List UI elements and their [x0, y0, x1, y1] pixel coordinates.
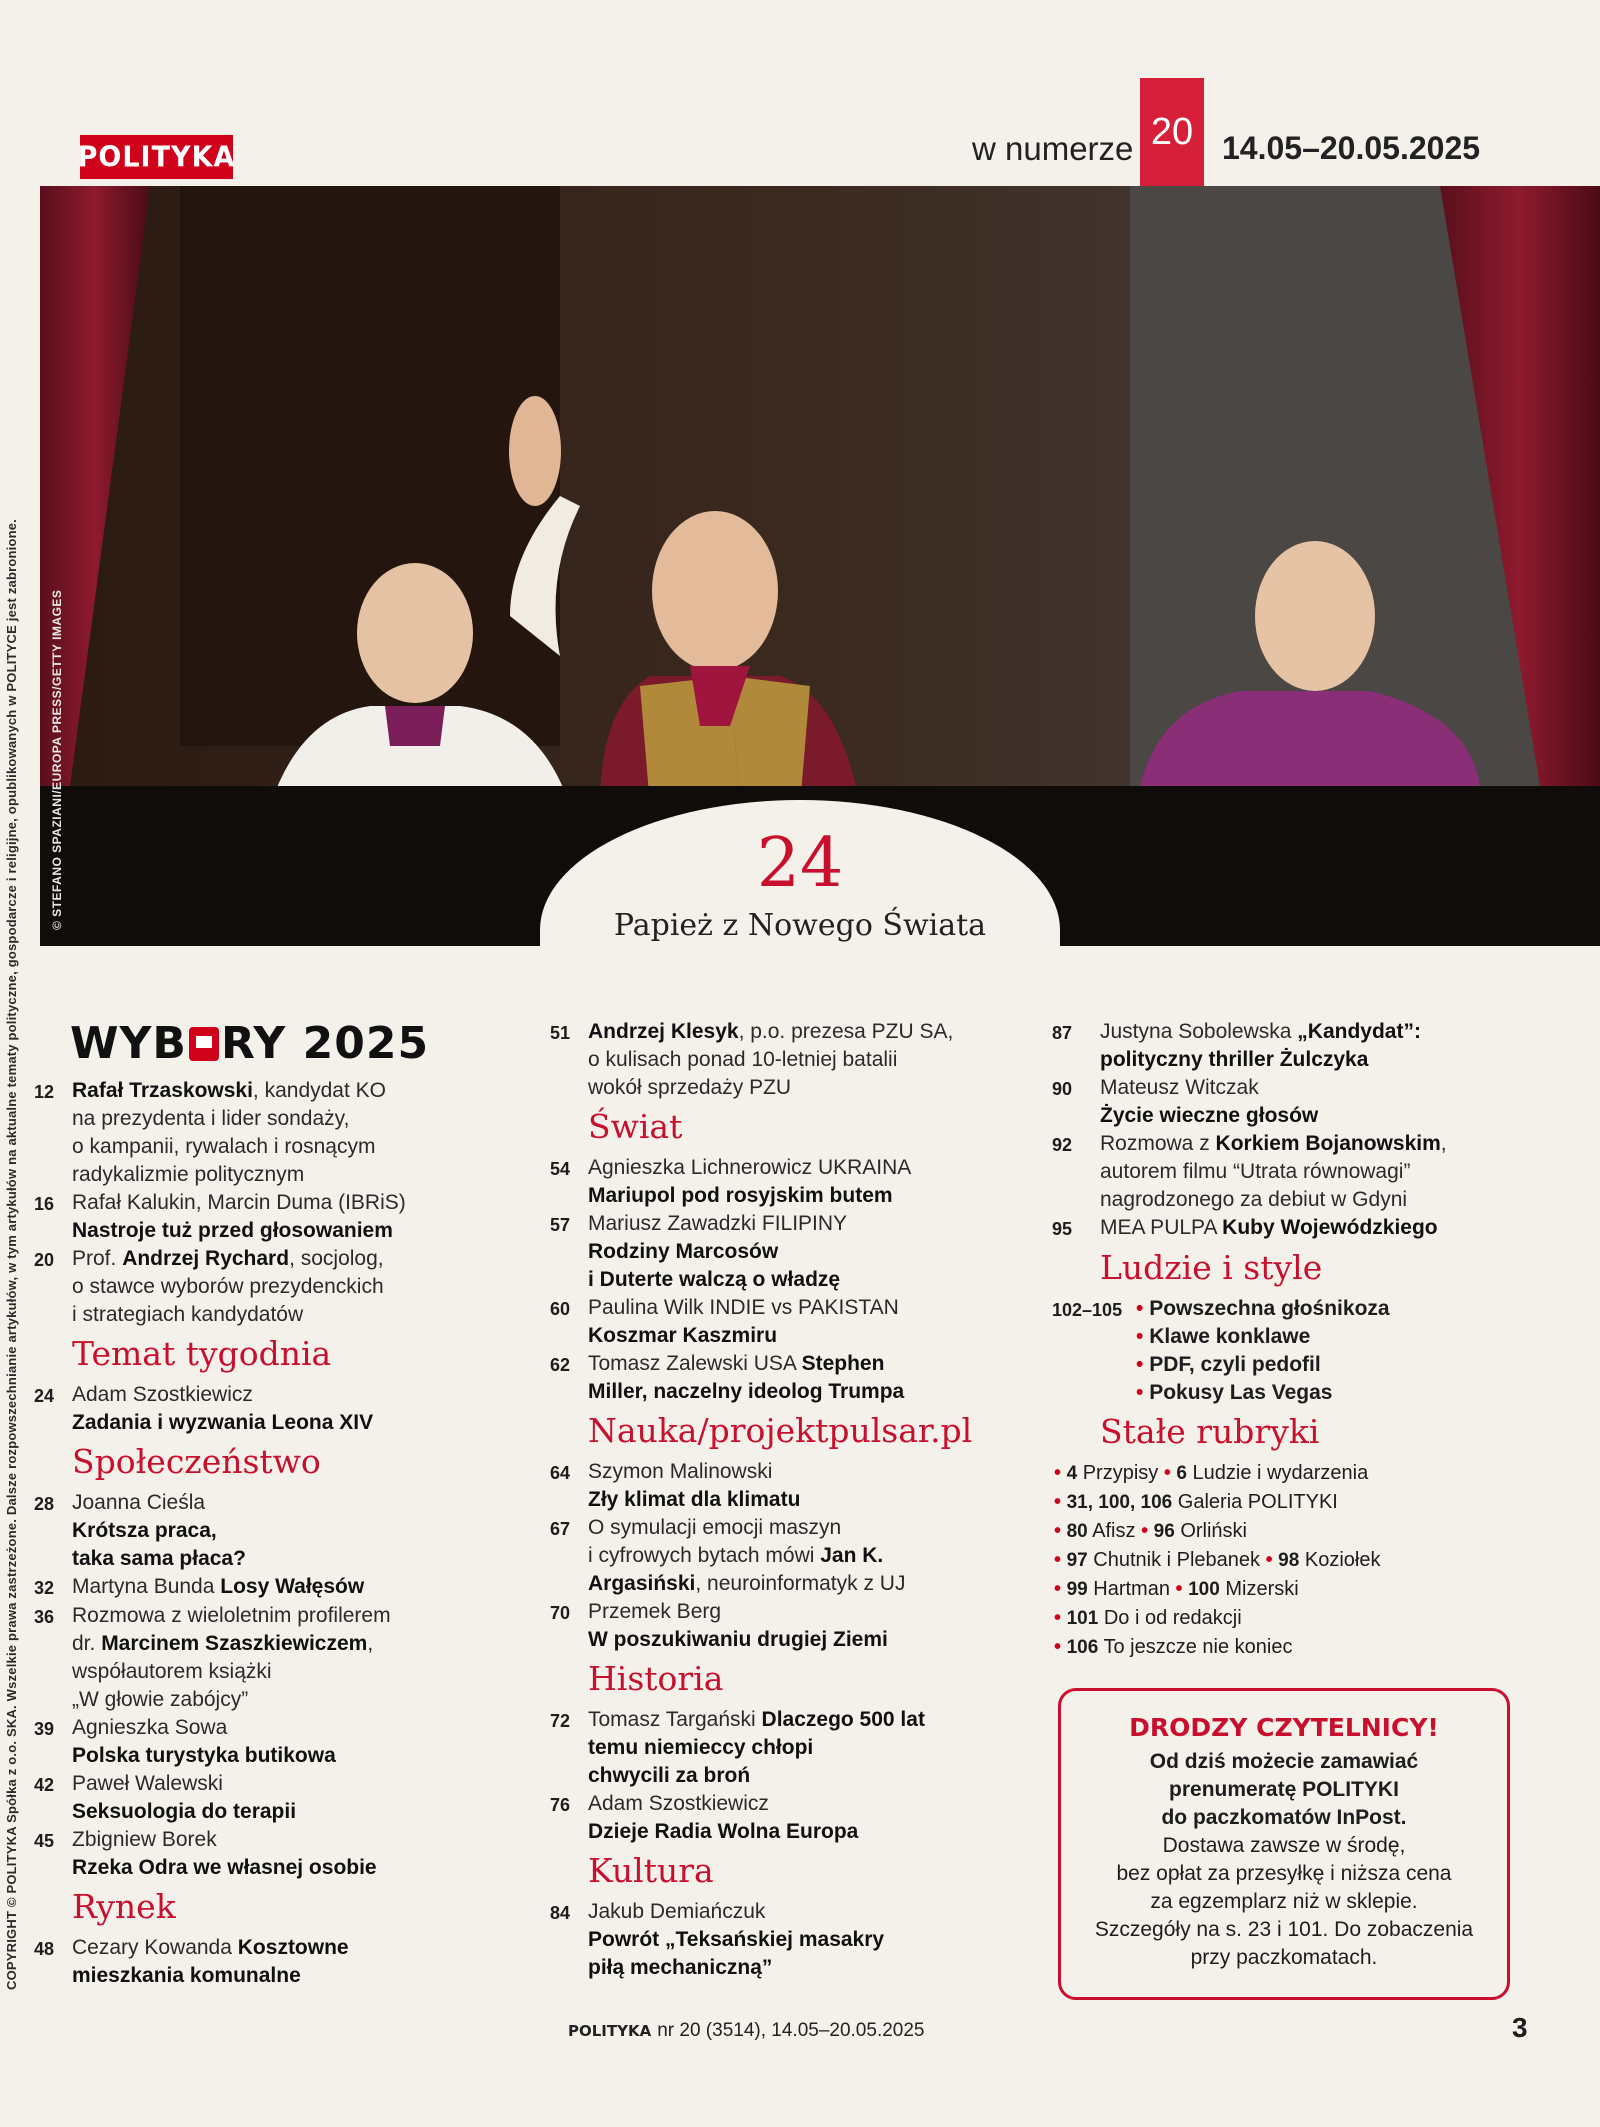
page-number: 12 [34, 1082, 55, 1102]
entry-title: Nastroje tuż przed głosowaniem [72, 1219, 393, 1242]
entry-title: „Kandydat”: polityczny thriller Żulczyka [1100, 1020, 1421, 1071]
rubric-name: Mizerski [1225, 1577, 1299, 1600]
page-number: 54 [550, 1158, 571, 1179]
entry-bold: Jan K. Argasiński [588, 1543, 884, 1595]
footer-logo: POLITYKA [568, 2022, 652, 2040]
entry-author: Tomasz Targański [588, 1707, 762, 1731]
toc-entry-87[interactable] [1052, 1018, 1572, 1074]
rubric-name: Orliński [1180, 1519, 1247, 1542]
toc-entry-67[interactable] [550, 1514, 1050, 1598]
entry-author: Mateusz Witczak [1100, 1076, 1259, 1099]
subscription-notice-box [1058, 1688, 1510, 2000]
toc-entry-76[interactable] [550, 1790, 1050, 1846]
photo-credit: © STEFANO SPAZIANI/EUROPA PRESS/GETTY IMAGES [50, 589, 64, 930]
style-item[interactable] [1136, 1351, 1390, 1379]
entry-title: Stephen Miller, naczelny ideolog Trumpa [588, 1351, 905, 1403]
toc-entry-102-105[interactable] [1052, 1295, 1572, 1407]
toc-entry-24[interactable] [34, 1381, 554, 1437]
page-number: 72 [550, 1710, 571, 1731]
page-range: 102–105 [1052, 1299, 1123, 1320]
section-kultura: Kultura [588, 1850, 714, 1890]
rubric-name: Koziołek [1304, 1548, 1381, 1571]
page-number: 32 [34, 1577, 55, 1598]
entry-author: Jakub Demiańczuk [588, 1899, 766, 1923]
regular-row[interactable] [1052, 1459, 1572, 1488]
entry-title: Polska turystyka butikowa [72, 1743, 336, 1767]
ballot-icon [189, 1027, 219, 1061]
page-number: 60 [550, 1298, 571, 1319]
entry-author: Adam Szostkiewicz [588, 1791, 769, 1815]
entry-author: Agnieszka Lichnerowicz UKRAINA [588, 1155, 912, 1179]
section-stale-rubryki: Stałe rubryki [1100, 1411, 1320, 1451]
page-number: 45 [34, 1830, 55, 1851]
polityka-logo: POLITYKA [80, 135, 233, 179]
toc-entry-57[interactable] [550, 1210, 1050, 1294]
toc-entry-92[interactable] [1052, 1130, 1572, 1214]
entry-title: Zły klimat dla klimatu [588, 1487, 801, 1511]
toc-entry-90[interactable] [1052, 1074, 1572, 1130]
toc-entry-70[interactable] [550, 1598, 1050, 1654]
issue-dates: 14.05–20.05.2025 [1222, 130, 1481, 166]
bullet-icon: • [1054, 1635, 1067, 1658]
bullet-icon: • [1175, 1577, 1189, 1600]
section-spoleczenstwo: Społeczeństwo [72, 1441, 321, 1481]
page-number: 16 [34, 1194, 55, 1214]
entry-author: MEA PULPA [1100, 1216, 1223, 1239]
bullet-icon: • [1054, 1606, 1067, 1629]
entry-author: Paulina Wilk INDIE vs PAKISTAN [588, 1295, 899, 1319]
section-swiat: Świat [588, 1107, 683, 1146]
entry-author: Mariusz Zawadzki FILIPINY [588, 1211, 848, 1235]
rubric-name: Przypisy [1082, 1461, 1159, 1484]
page-number: 97 [1066, 1549, 1088, 1571]
bullet-icon: • [1054, 1548, 1067, 1571]
entry-title: Mariupol pod rosyjskim butem [588, 1183, 893, 1207]
notice-bold-text: Od dziś możecie zamawiać prenumeratę POLITYKI do paczkomatów InPost. [1149, 1750, 1419, 1829]
page-number: 101 [1066, 1607, 1099, 1629]
page-number: 64 [550, 1462, 571, 1483]
entry-bold: Andrzej Klesyk [588, 1020, 739, 1043]
section-rynek: Rynek [72, 1886, 176, 1926]
toc-column-3 [1052, 1018, 1572, 1662]
bullet-icon: • [1136, 1296, 1150, 1320]
toc-entry-12[interactable] [34, 1077, 554, 1189]
toc-entry-28[interactable] [34, 1489, 554, 1573]
entry-author: Rafał Kalukin, Marcin Duma (IBRiS) [72, 1191, 406, 1214]
entry-author: Paweł Walewski [72, 1771, 223, 1795]
bullet-icon: • [1265, 1548, 1279, 1571]
entry-title: Kosztowne mieszkania komunalne [72, 1935, 349, 1987]
style-item[interactable] [1136, 1295, 1390, 1323]
rubric-name: Afisz [1092, 1519, 1136, 1542]
page-number: 36 [34, 1606, 55, 1627]
page-number: 4 [1066, 1462, 1078, 1484]
bullet-icon: • [1054, 1461, 1067, 1484]
entry-title: W poszukiwaniu drugiej Ziemi [588, 1627, 888, 1651]
page-number: 90 [1052, 1079, 1073, 1099]
entry-bold: Rafał Trzaskowski [72, 1079, 253, 1102]
page-number: 42 [34, 1774, 55, 1795]
regular-row[interactable] [1052, 1517, 1572, 1546]
page-number: 106 [1066, 1636, 1099, 1658]
regular-row[interactable] [1052, 1633, 1572, 1662]
bullet-icon: • [1054, 1490, 1067, 1513]
entry-title: Dlaczego 500 lat temu niemieccy chłopi chwycili za broń [588, 1707, 925, 1787]
page-number: 51 [550, 1023, 571, 1043]
page-number: 84 [550, 1902, 571, 1923]
entry-author: Zbigniew Borek [72, 1827, 217, 1851]
style-item-label: Powszechna głośnikoza [1149, 1296, 1390, 1320]
entry-title: Koszmar Kaszmiru [588, 1323, 778, 1347]
elections-heading [70, 1018, 554, 1069]
entry-title: Seksuologia do terapii [72, 1799, 297, 1823]
rubric-name: Ludzie i wydarzenia [1192, 1461, 1369, 1484]
rubric-name: To jeszcze nie koniec [1103, 1635, 1293, 1658]
toc-entry-39[interactable] [34, 1714, 554, 1770]
style-item-label: Klawe konklawe [1149, 1324, 1311, 1348]
entry-author: Agnieszka Sowa [72, 1715, 228, 1739]
notice-text: Dostawa zawsze w środę, bez opłat za przesyłkę i niższa cena za egzemplarz niż w sklepie. Szczegóły na s. 23 i 101. Do zobaczenia przy paczkomatach. [1094, 1834, 1474, 1969]
toc-entry-45[interactable] [34, 1826, 554, 1882]
entry-author: Adam Szostkiewicz [72, 1382, 253, 1406]
page-number: 70 [550, 1602, 571, 1623]
page-number: 95 [1052, 1219, 1073, 1239]
bullet-icon: • [1054, 1519, 1067, 1542]
page-number: 28 [34, 1493, 55, 1514]
entry-bold: Andrzej Rychard [122, 1247, 290, 1270]
bullet-icon: • [1136, 1324, 1150, 1348]
toc-entry-72[interactable] [550, 1706, 1050, 1790]
notice-heading: DRODZY CZYTELNICY! [1129, 1713, 1439, 1742]
page-footer [568, 2020, 925, 2042]
entry-prefix: Prof. [72, 1247, 123, 1270]
footer-issue-info: nr 20 (3514), 14.05–20.05.2025 [657, 2020, 925, 2041]
entry-text: , kandydat KO na prezydenta i lider sondaży, o kampanii, rywalach i rosnącym radykalizmie politycznym [72, 1079, 386, 1186]
entry-title: Krótsza praca, taka sama płaca? [72, 1518, 246, 1570]
regular-columns-list [1052, 1459, 1572, 1662]
section-historia: Historia [588, 1658, 724, 1698]
copyright-notice: COPYRIGHT © POLITYKA Spółka z o.o. SKA. Wszelkie prawa zastrzeżone. Dalsze rozpowszechnianie artykułów, w tym artykułów na aktualne tematy polityczne, gospodarcze i religijne, opublikowanych w POLITYCE jest zabronione. [4, 519, 19, 1990]
page-number: 76 [550, 1794, 571, 1815]
entry-text: , socjolog, o stawce wyborów prezydenckich i strategiach kandydatów [72, 1247, 384, 1326]
entry-title: Powrót „Teksańskiej masakry piłą mechaniczną” [588, 1927, 885, 1979]
style-item-label: PDF, czyli pedofil [1149, 1352, 1321, 1376]
regular-row[interactable] [1052, 1546, 1572, 1575]
page-number: 99 [1066, 1578, 1088, 1600]
entry-title: Rzeka Odra we własnej osobie [72, 1855, 377, 1879]
rubric-name: Hartman [1093, 1577, 1170, 1600]
page-number: 24 [34, 1385, 55, 1406]
rubric-name: Do i od redakcji [1103, 1606, 1242, 1629]
entry-text: , p.o. prezesa PZU SA, o kulisach ponad 10-letniej batalii wokół sprzedaży PZU [588, 1020, 954, 1099]
toc-entry-20[interactable] [34, 1245, 554, 1329]
toc-entry-54[interactable] [550, 1154, 1050, 1210]
entry-text-2: , neuroinformatyk z UJ [695, 1571, 906, 1595]
section-nauka: Nauka/projektpulsar.pl [588, 1410, 973, 1450]
toc-entry-16[interactable] [34, 1189, 554, 1245]
page-number: 98 [1278, 1549, 1300, 1571]
toc-entry-32[interactable] [34, 1573, 554, 1602]
entry-author: Martyna Bunda [72, 1574, 221, 1598]
entry-author: Tomasz Zalewski USA [588, 1351, 802, 1375]
bullet-icon: • [1163, 1461, 1177, 1484]
page-number: 100 [1188, 1578, 1220, 1600]
bullet-icon: • [1141, 1519, 1154, 1542]
section-ludzie-i-style: Ludzie i style [1100, 1248, 1323, 1287]
entry-bold: Korkiem Bojanowskim [1215, 1132, 1441, 1155]
style-item[interactable] [1136, 1379, 1390, 1407]
entry-title: Losy Wałęsów [220, 1574, 365, 1598]
page-number: 92 [1052, 1135, 1073, 1155]
page-number: 80 [1066, 1520, 1088, 1542]
entry-text: Rozmowa z wieloletnim profilerem dr. [72, 1603, 391, 1655]
entry-title: Kuby Wojewódzkiego [1222, 1216, 1438, 1239]
toc-entry-95[interactable] [1052, 1214, 1572, 1243]
page-number: 6 [1176, 1462, 1187, 1484]
toc-entry-42[interactable] [34, 1770, 554, 1826]
page-number: 87 [1052, 1023, 1073, 1043]
page-number: 48 [34, 1938, 55, 1959]
issue-number-badge: 20 [1140, 78, 1204, 212]
toc-entry-48[interactable] [34, 1934, 554, 1990]
entry-title: Rodziny Marcosów i Duterte walczą o władzę [588, 1239, 841, 1291]
elections-heading-part1: WYB [70, 1018, 187, 1069]
issue-label: w numerze [972, 130, 1134, 167]
page-number: 31, 100, 106 [1066, 1491, 1173, 1513]
page-number: 67 [550, 1518, 571, 1539]
bullet-icon: • [1136, 1380, 1150, 1404]
entry-title: Dzieje Radia Wolna Europa [588, 1819, 859, 1843]
rubric-name: Galeria POLITYKI [1177, 1490, 1338, 1513]
page-number-footer: 3 [1512, 2012, 1528, 2043]
page-number: 96 [1153, 1520, 1175, 1542]
toc-column-1 [34, 1018, 554, 1990]
lead-title: Papież z Nowego Świata [613, 908, 987, 943]
entry-title: Zadania i wyzwania Leona XIV [72, 1410, 374, 1434]
toc-entry-62[interactable] [550, 1350, 1050, 1406]
regular-row[interactable] [1052, 1604, 1572, 1633]
entry-bold: Marcinem Szaszkiewiczem [101, 1631, 368, 1655]
entry-text: Rozmowa z [1100, 1132, 1216, 1155]
page-number: 39 [34, 1718, 55, 1739]
section-temat-tygodnia: Temat tygodnia [72, 1334, 332, 1373]
entry-author: Joanna Cieśla [72, 1490, 206, 1514]
style-item[interactable] [1136, 1323, 1390, 1351]
entry-text: O symulacji emocji maszyn i cyfrowych bytach mówi [588, 1515, 842, 1567]
toc-entry-51[interactable] [550, 1018, 1050, 1102]
entry-author: Cezary Kowanda [72, 1935, 238, 1959]
toc-entry-36[interactable] [34, 1602, 554, 1714]
entry-title: Życie wieczne głosów [1100, 1104, 1319, 1127]
page-number: 20 [34, 1250, 55, 1270]
toc-entry-60[interactable] [550, 1294, 1050, 1350]
entry-text-2: , współautorem książki „W głowie zabójcy” [72, 1631, 374, 1711]
entry-author: Justyna Sobolewska [1100, 1020, 1298, 1043]
bullet-icon: • [1054, 1577, 1067, 1600]
entry-text-2: , autorem filmu “Utrata równowagi” nagrodzonego za debiut w Gdyni [1100, 1132, 1447, 1211]
toc-entry-84[interactable] [550, 1898, 1050, 1982]
rubric-name: Chutnik i Plebanek [1093, 1548, 1261, 1571]
toc-entry-64[interactable] [550, 1458, 1050, 1514]
page-number: 62 [550, 1354, 571, 1375]
entry-author: Szymon Malinowski [588, 1459, 773, 1483]
toc-column-2 [550, 1018, 1050, 1982]
style-items [1136, 1295, 1390, 1407]
lead-page-number: 24 [756, 824, 844, 903]
elections-heading-part2: RY 2025 [220, 1018, 430, 1069]
page-number: 57 [550, 1214, 571, 1235]
style-item-label: Pokusy Las Vegas [1149, 1380, 1333, 1404]
regular-row[interactable] [1052, 1488, 1572, 1517]
bullet-icon: • [1136, 1352, 1150, 1376]
entry-author: Przemek Berg [588, 1599, 722, 1623]
regular-row[interactable] [1052, 1575, 1572, 1604]
